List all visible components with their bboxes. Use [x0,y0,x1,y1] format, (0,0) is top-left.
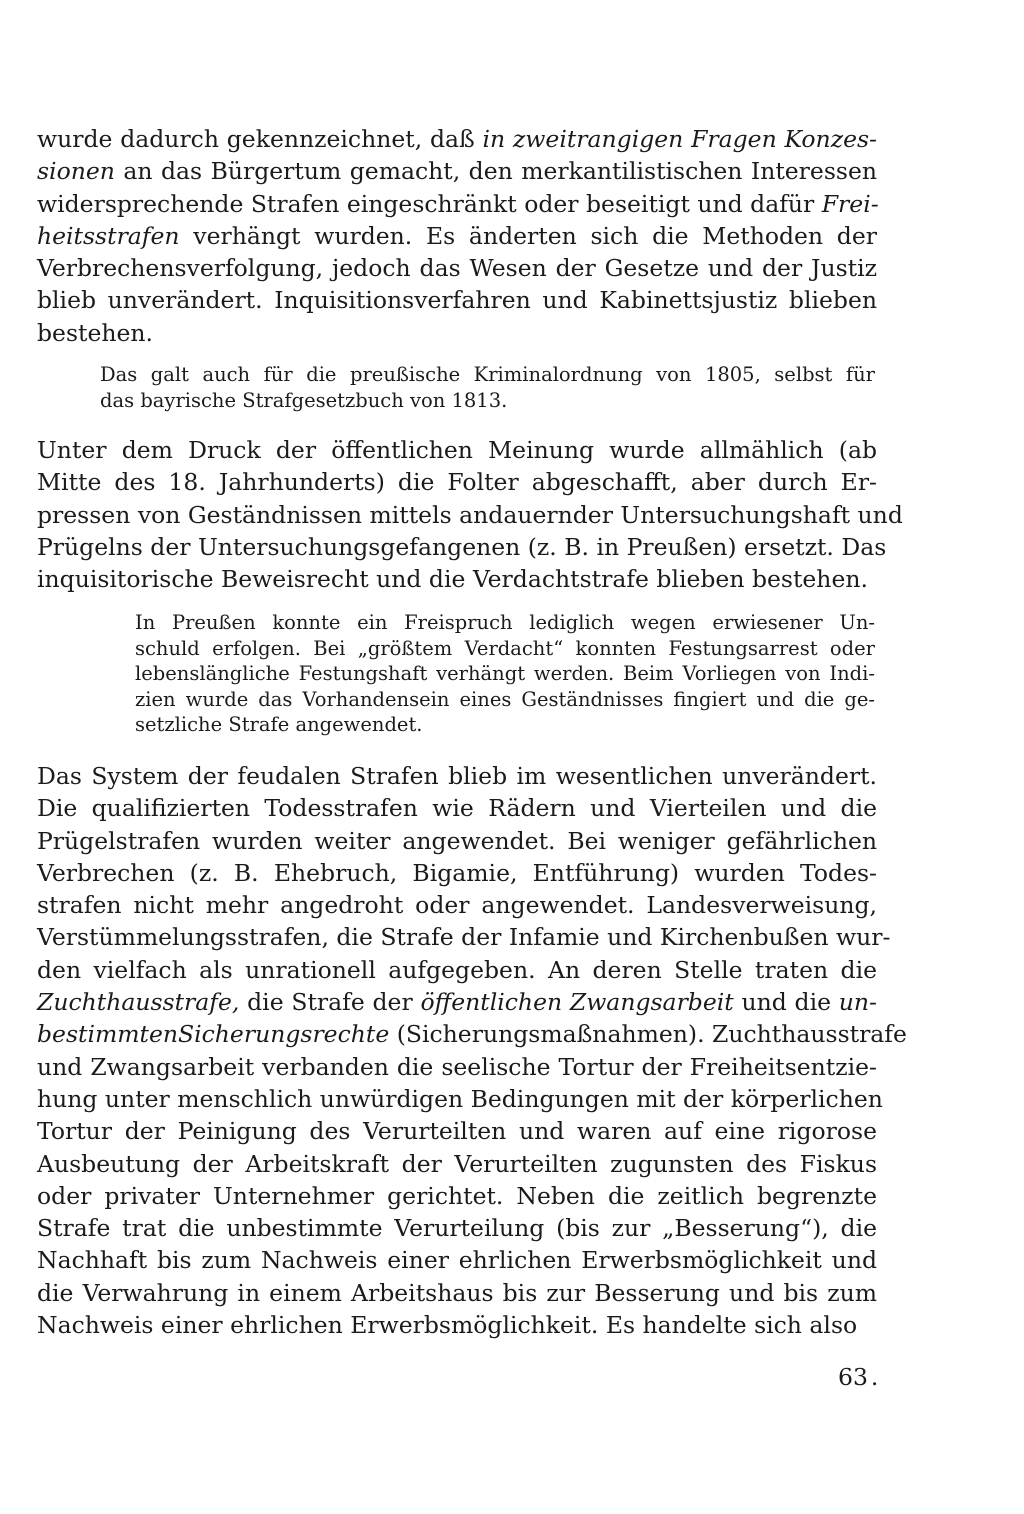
text-span: hung unter menschlich unwürdigen Bedingungen mit der körperlichen [37,1084,883,1113]
text-span: den vielfach als unrationell aufgegeben. An deren Stelle traten die [37,955,877,984]
paragraph-3 [37,760,907,1341]
page-number-value: 63 [838,1363,868,1391]
text-line [37,1018,907,1050]
text-span: Mitte des 18. Jahrhunderts) die Folter abgeschafft, aber durch Er- [37,468,877,497]
italic-text: heitsstrafen [37,221,180,250]
footnote-block-2 [135,610,875,738]
text-line [37,434,877,466]
text-line [37,1244,877,1276]
text-span: Verstümmelungsstrafen, die Strafe der Infamie und Kirchenbußen wur- [37,923,891,952]
text-span: wurde dadurch gekennzeichnet, daß [37,125,483,153]
page-number [838,1362,878,1392]
text-line [37,499,903,531]
italic-text: un- [838,988,877,1017]
italic-text: Zuchthausstrafe, [37,988,240,1017]
text-line [37,563,877,595]
text-line [37,188,877,220]
text-span: Prügelns der Untersuchungsgefangenen (z. B. in Preußen) ersetzt. Das [37,532,887,561]
paragraph-1 [37,123,877,349]
text-line [37,531,887,563]
text-span: bestehen. [37,318,154,347]
text-span: und Zwangsarbeit verbanden die seelische Tortur der Freiheitsentzie- [37,1052,877,1081]
text-line [100,388,875,414]
text-line [135,712,875,738]
text-span: Strafe trat die unbestimmte Verurteilung (bis zur „Besserung“), die [37,1214,877,1243]
text-span: die Strafe der [239,988,421,1017]
text-span: In Preußen konnte ein Freispruch lediglich wegen erwiesener Un- [135,611,875,634]
text-span: Nachweis einer ehrlichen Erwerbsmöglichkeit. Es handelte sich also [37,1311,858,1340]
text-span: strafen nicht mehr angedroht oder angewendet. Landesverweisung, [37,891,877,920]
text-line [37,317,877,349]
text-span: Ausbeutung der Arbeitskraft der Verurteilten zugunsten des Fiskus [37,1149,877,1178]
text-line [135,661,875,687]
text-span: Verbrechensverfolgung, jedoch das Wesen der Gesetze und der Justiz [37,254,877,283]
text-line [37,954,877,986]
text-span: zien wurde das Vorhandensein eines Geständnisses fingiert und die ge- [135,687,875,711]
text-line [37,1212,877,1244]
text-line [37,986,877,1018]
text-line [37,466,877,498]
italic-text: sionen [37,157,115,186]
text-line [135,687,875,713]
text-span: die Verwahrung in einem Arbeitshaus bis zur Besserung und bis zum [37,1278,877,1307]
text-span: Nachhaft bis zum Nachweis einer ehrlichen Erwerbsmöglichkeit und [37,1246,877,1275]
text-line [37,123,877,155]
text-span: pressen von Geständnissen mittels andauernder Untersuchungshaft und [37,500,903,529]
text-span: Prügelstrafen wurden weiter angewendet. Bei weniger gefährlichen [37,826,877,855]
text-span: oder privater Unternehmer gerichtet. Neben die zeitlich begrenzte [37,1181,877,1210]
text-line [37,220,877,252]
text-span: Verbrechen (z. B. Ehebruch, Bigamie, Entführung) wurden Todes- [37,858,877,887]
text-line [37,252,877,284]
text-span: verhängt wurden. Es änderten sich die Methoden der [179,221,877,250]
text-line [37,760,877,792]
italic-text: öffentlichen Zwangsarbeit [420,988,734,1017]
text-line [37,1148,877,1180]
text-line [37,792,877,824]
text-span: Tortur der Peinigung des Verurteilten und waren auf eine rigorose [37,1117,877,1146]
text-line [37,1309,877,1341]
text-line [37,284,877,316]
text-line [37,155,877,187]
footnote-block-1 [100,362,875,413]
text-span: schuld erfolgen. Bei „größtem Verdacht“ konnten Festungsarrest oder [135,636,875,660]
text-line [37,889,877,921]
text-line [37,1115,877,1147]
text-span: widersprechende Strafen eingeschränkt oder beseitigt und dafür [37,189,822,218]
text-span: das bayrische Strafgesetzbuch von 1813. [100,388,508,412]
text-line [135,636,875,662]
text-line [37,1277,877,1309]
text-span: an das Bürgertum gemacht, den merkantilistischen Interessen [114,157,877,186]
text-span: Das System der feudalen Strafen blieb im wesentlichen unverändert. [37,762,877,790]
text-line [135,610,875,636]
paragraph-2 [37,434,903,595]
text-span: setzliche Strafe angewendet. [135,713,423,737]
text-line [37,1180,877,1212]
text-span: blieb unverändert. Inquisitionsverfahren und Kabinettsjustiz blieben [37,286,877,315]
italic-text: in zweitrangigen Fragen Konzes- [482,125,877,153]
text-span: (Sicherungsmaßnahmen). Zuchthausstrafe [389,1020,907,1049]
text-span: inquisitorische Beweisrecht und die Verdachtstrafe blieben bestehen. [37,565,868,594]
italic-text: Frei- [821,189,879,218]
page-number-dot: . [870,1363,879,1391]
text-span: Die qualifizierten Todesstrafen wie Rädern und Vierteilen und die [37,794,877,823]
italic-text: bestimmtenSicherungsrechte [37,1020,390,1049]
text-span: lebenslängliche Festungshaft verhängt werden. Beim Vorliegen von Indi- [135,662,875,686]
text-line [37,857,877,889]
text-line [100,362,875,388]
text-line [37,1051,877,1083]
text-span: Unter dem Druck der öffentlichen Meinung wurde allmählich (ab [37,436,877,464]
text-span: und die [733,988,839,1017]
text-span: Das galt auch für die preußische Kriminalordnung von 1805, selbst für [100,363,875,386]
text-line [37,1083,883,1115]
text-line [37,825,877,857]
text-line [37,921,891,953]
